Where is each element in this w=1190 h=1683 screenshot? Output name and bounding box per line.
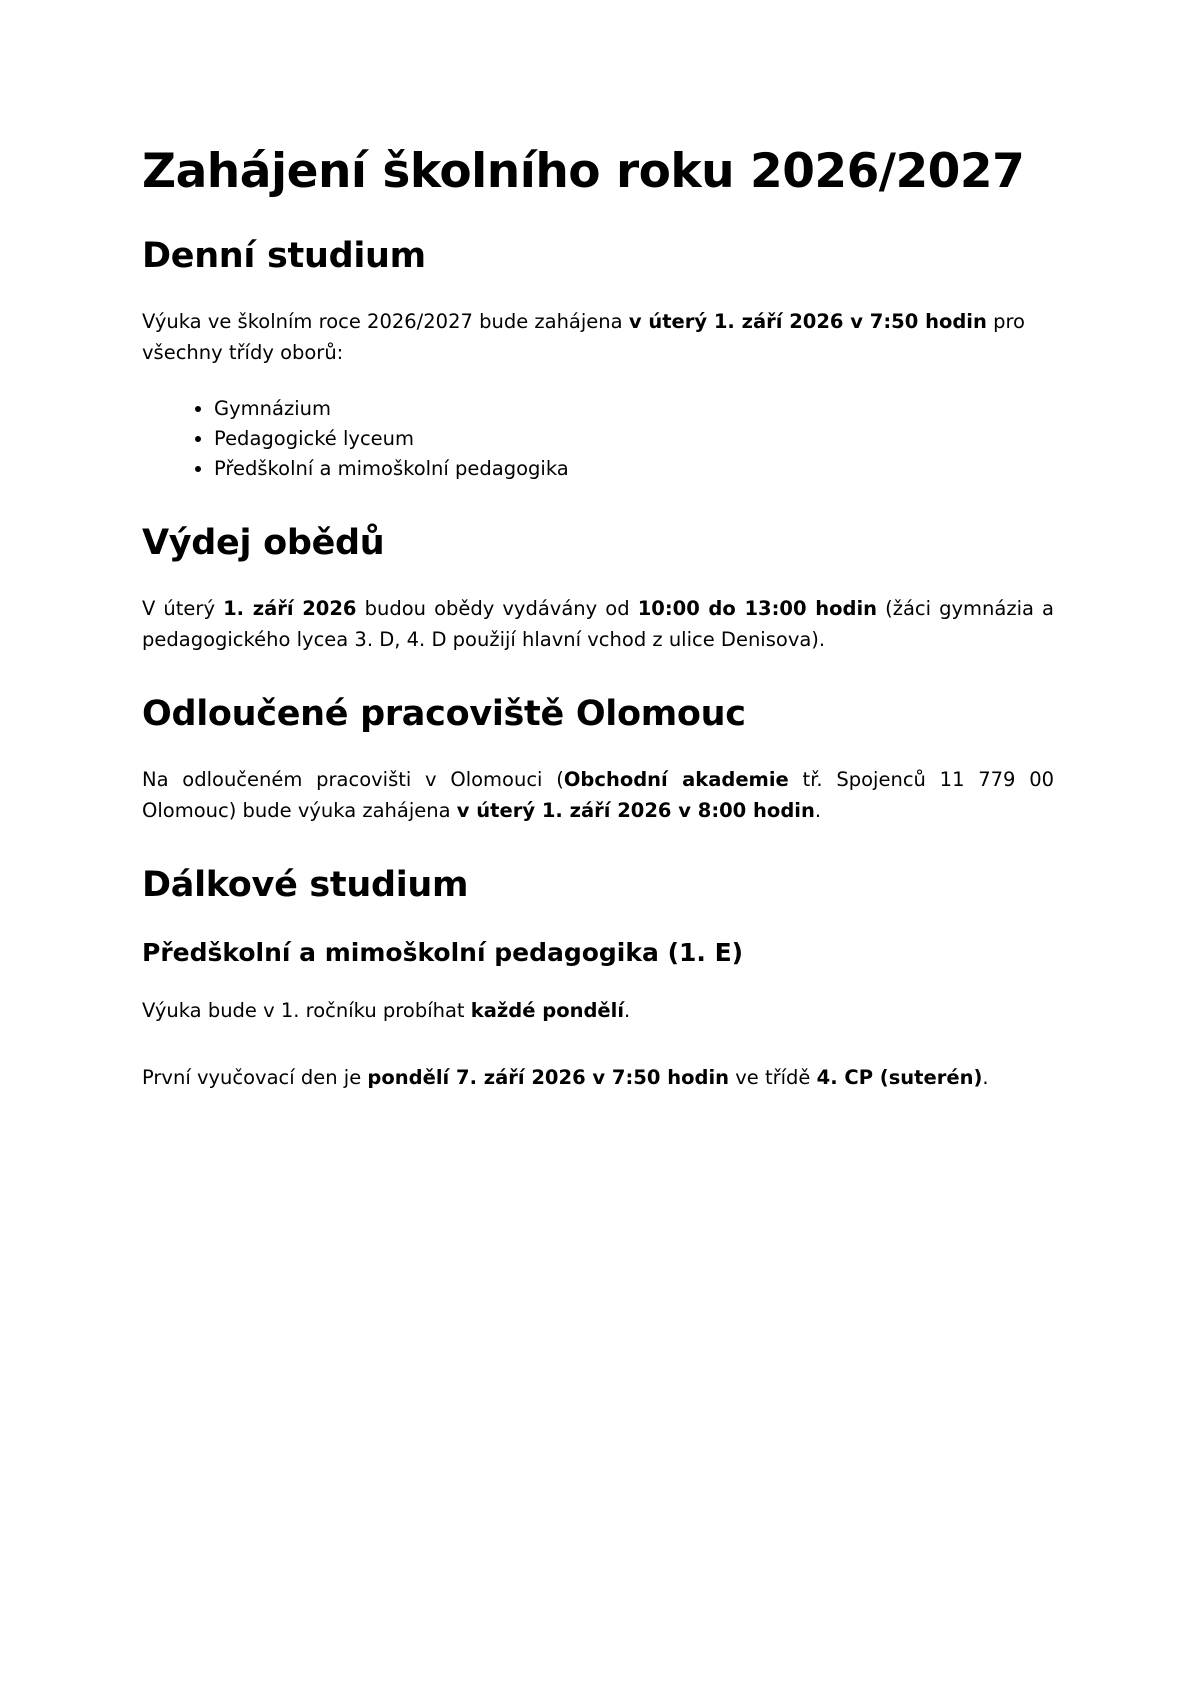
text-run: V úterý <box>142 597 224 620</box>
text-run: První vyučovací den je <box>142 1066 368 1089</box>
obory-list <box>142 394 1054 484</box>
bold-run: 1. září 2026 <box>223 597 357 620</box>
paragraph-prvni-den <box>142 1062 1054 1093</box>
section-vydej-obedu <box>142 520 1054 655</box>
bold-run: pondělí 7. září 2026 v 7:50 hodin <box>367 1066 730 1089</box>
text-run: . <box>624 999 631 1022</box>
text-run: pro všechny třídy oborů: <box>142 310 1025 364</box>
bold-run: v úterý 1. září 2026 v 8:00 hodin <box>456 799 815 822</box>
heading-vydej-obedu: Výdej obědů <box>142 523 385 563</box>
section-odloucene-pracoviste <box>142 691 1054 826</box>
text-run: tř. Spojenců 11 779 00 Olomouc) bude výuka zahájena <box>142 768 1055 822</box>
text-run: ve třídě <box>729 1066 817 1089</box>
list-item: • Pedagogické lyceum <box>214 424 1054 454</box>
paragraph-olomouc <box>142 764 1054 826</box>
text-run: Výuka ve školním roce 2026/2027 bude zahájena <box>142 310 629 333</box>
paragraph-obedy <box>142 593 1054 655</box>
text-run: . <box>982 1066 989 1089</box>
page-title: Zahájení školního roku 2026/2027 <box>142 144 1025 199</box>
text-run: Výuka bude v 1. ročníku probíhat <box>142 999 471 1022</box>
list-item: • Gymnázium <box>214 394 1054 424</box>
bold-run: v úterý 1. září 2026 v 7:50 hodin <box>628 310 987 333</box>
list-item: • Předškolní a mimoškolní pedagogika <box>214 454 1054 484</box>
paragraph-zahajeni-vyuky <box>142 306 1054 368</box>
text-run: budou obědy vydávány od <box>356 597 638 620</box>
heading-odloucene-pracoviste: Odloučené pracoviště Olomouc <box>142 694 746 734</box>
bold-run: Obchodní akademie <box>563 768 789 791</box>
text-run: (žáci gymnázia a pedagogického lycea 3. D, 4. D použijí hlavní vchod z ulice Denisova). <box>142 597 1055 651</box>
bold-run: 4. CP (suterén) <box>816 1066 983 1089</box>
bold-run: každé pondělí <box>470 999 625 1022</box>
heading-denni-studium: Denní studium <box>142 236 426 276</box>
text-run: Na odloučeném pracovišti v Olomouci ( <box>142 768 564 791</box>
subheading-pedagogika: Předškolní a mimoškolní pedagogika (1. E) <box>142 938 744 967</box>
paragraph-rocnik <box>142 995 1054 1026</box>
text-run: . <box>814 799 822 822</box>
bold-run: 10:00 do 13:00 hodin <box>637 597 878 620</box>
section-denni-studium <box>142 233 1054 484</box>
heading-dalkove-studium: Dálkové studium <box>142 865 469 905</box>
section-dalkove-studium <box>142 862 1054 1093</box>
